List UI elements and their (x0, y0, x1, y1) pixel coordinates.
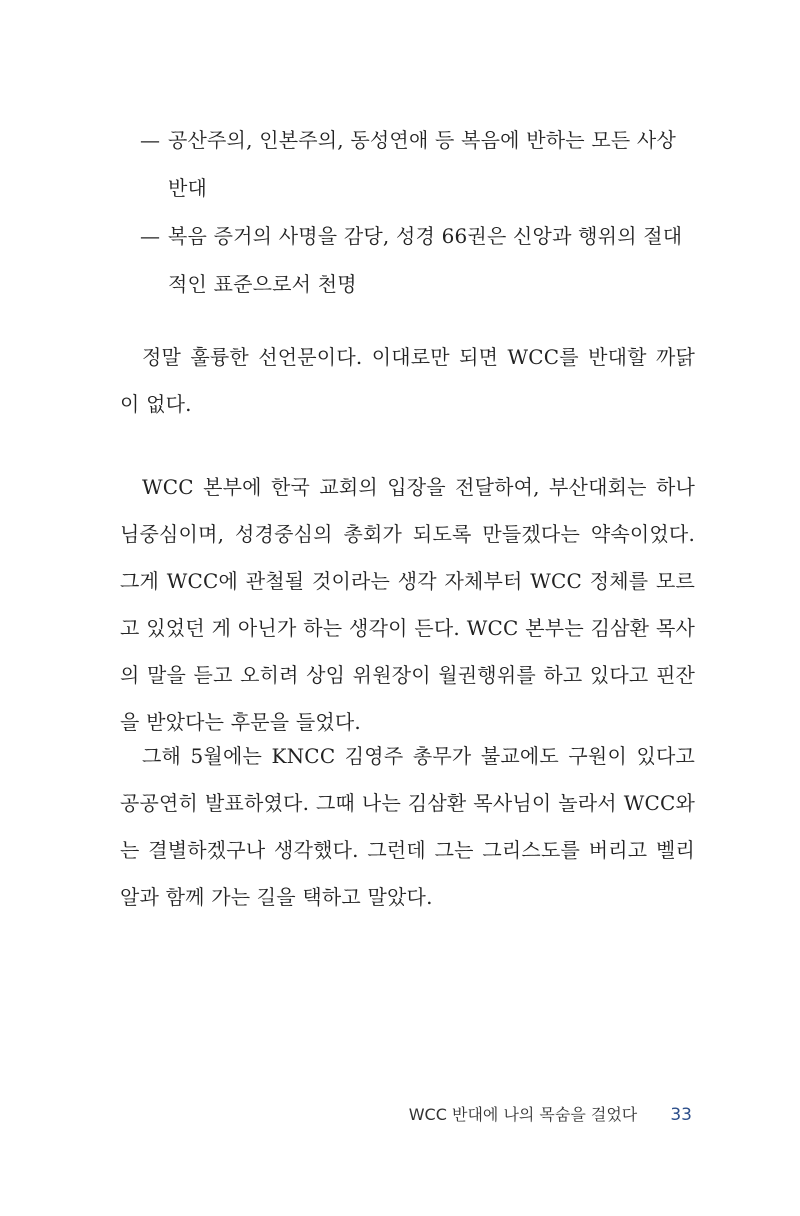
footer-book-title: WCC 반대에 나의 목숨을 걸었다 (408, 1105, 638, 1124)
page-number: 33 (670, 1105, 692, 1125)
dash-marker: — (140, 128, 161, 152)
bullet-list (120, 116, 695, 308)
body-paragraph: 정말 훌륭한 선언문이다. 이대로만 되면 WCC를 반대할 까닭이 없다. (120, 345, 695, 416)
bullet-text: 복음 증거의 사명을 감당, 성경 66권은 신앙과 행위의 절대적인 표준으로서 천명 (168, 224, 683, 296)
bullet-text: 공산주의, 인본주의, 동성연애 등 복음에 반하는 모든 사상 반대 (168, 128, 676, 200)
bullet-item (120, 212, 695, 308)
bullet-item (120, 116, 695, 212)
dash-marker: — (140, 224, 161, 248)
body-paragraph: WCC 본부에 한국 교회의 입장을 전달하여, 부산대회는 하나님중심이며, 성경중심의 총회가 되도록 만들겠다는 약속이었다. 그게 WCC에 관철될 것이라는 생각 자체부터 WCC 정체를 모르고 있었던 게 아닌가 하는 생각이 든다. WCC 본부는 김삼환 목사의 말을 듣고 오히려 상임 위원장이 월권행위를 하고 있다고 핀잔을 받았다는 후문을 들었다. (120, 475, 695, 734)
body-paragraph: 그해 5월에는 KNCC 김영주 총무가 불교에도 구원이 있다고 공공연히 발표하였다. 그때 나는 김삼환 목사님이 놀라서 WCC와는 결별하겠구나 생각했다. 그런데 그는 그리스도를 버리고 벨리알과 함께 가는 길을 택하고 말았다. (120, 744, 695, 909)
running-footer (409, 1101, 692, 1129)
